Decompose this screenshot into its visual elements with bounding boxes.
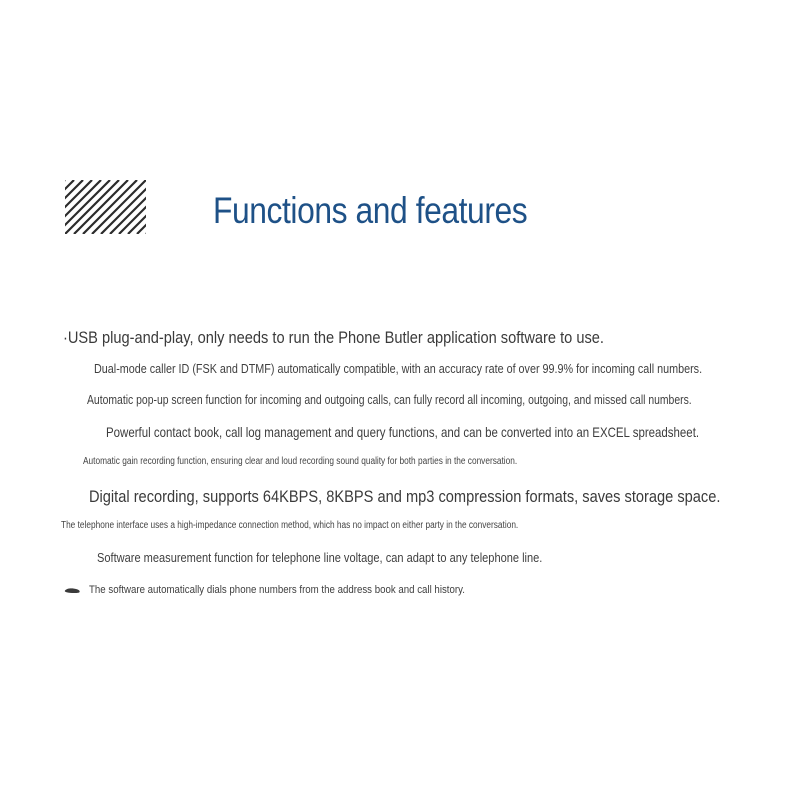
feature-item-telephone-interface: The telephone interface uses a high-impedance connection method, which has no impact on either party in the conversation. [61, 520, 519, 531]
feature-item-gain-recording: Automatic gain recording function, ensuring clear and loud recording sound quality for both parties in the conversation. [83, 456, 518, 467]
feature-item-auto-dial: The software automatically dials phone numbers from the address book and call history. [89, 584, 465, 596]
feature-item-voltage-measurement: Software measurement function for telephone line voltage, can adapt to any telephone line. [97, 550, 543, 565]
brush-stroke-bullet-icon [64, 587, 81, 594]
feature-item-popup-screen: Automatic pop-up screen function for incoming and outgoing calls, can fully record all incoming, outgoing, and missed call numbers. [87, 392, 692, 407]
feature-item-digital-recording: Digital recording, supports 64KBPS, 8KBPS and mp3 compression formats, saves storage space. [89, 487, 721, 506]
feature-item-usb: ·USB plug-and-play, only needs to run the Phone Butler application software to use. [63, 328, 604, 347]
feature-item-caller-id: Dual-mode caller ID (FSK and DTMF) automatically compatible, with an accuracy rate of over 99.9% for incoming call numbers. [94, 361, 703, 376]
diagonal-hatch-icon [65, 180, 146, 234]
feature-item-contact-book: Powerful contact book, call log management and query functions, and can be converted into an EXCEL spreadsheet. [106, 424, 700, 440]
page-title: Functions and features [213, 190, 528, 231]
